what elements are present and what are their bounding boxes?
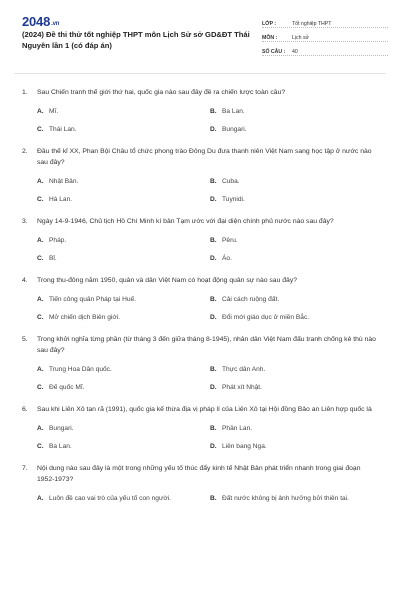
option-text: Hà Lan.	[49, 196, 73, 203]
option-letter: D.	[210, 314, 217, 321]
option-row	[37, 176, 384, 187]
question-item	[22, 216, 384, 264]
info-row-subject	[262, 30, 388, 42]
answer-option[interactable]	[210, 106, 383, 117]
question-item	[22, 334, 384, 393]
answer-options	[37, 176, 384, 205]
answer-option[interactable]	[210, 253, 383, 264]
option-text: Mở chiến dịch Biên giới.	[49, 314, 120, 321]
question-number: 6.	[22, 406, 28, 413]
answer-option[interactable]	[37, 106, 210, 117]
option-letter: D.	[210, 196, 217, 203]
answer-option[interactable]	[210, 364, 383, 375]
option-text: Bungari.	[49, 425, 74, 432]
option-text: Cuba.	[222, 178, 240, 185]
option-letter: B.	[210, 237, 217, 244]
option-row	[37, 493, 384, 504]
info-value: 40	[292, 49, 298, 55]
option-letter: D.	[210, 126, 217, 133]
option-letter: C.	[37, 126, 44, 133]
question-item	[22, 87, 384, 135]
option-text: Nhật Bản.	[49, 178, 79, 185]
option-row	[37, 124, 384, 135]
question-text: Trong khởi nghĩa từng phần (từ tháng 3 đến giữa tháng 8-1945), nhân dân Việt Nam đấu tranh chống kẻ thù nào sau đây?	[37, 336, 376, 354]
question-line	[22, 463, 384, 485]
question-item	[22, 463, 384, 504]
site-logo[interactable]	[22, 14, 59, 29]
info-value: Lịch sử	[292, 35, 310, 41]
question-text: Ngày 14-9-1946, Chủ tịch Hồ Chí Minh kí bản Tạm ước với đại diện chính phủ nước nào sau đây?	[37, 218, 334, 225]
question-item	[22, 275, 384, 323]
option-letter: D.	[210, 384, 217, 391]
answer-options	[37, 235, 384, 264]
answer-option[interactable]	[37, 441, 210, 452]
option-row	[37, 235, 384, 246]
option-row	[37, 423, 384, 434]
exam-info-box	[262, 16, 388, 58]
option-row	[37, 106, 384, 117]
info-label: LỚP :	[262, 21, 277, 27]
answer-option[interactable]	[210, 235, 383, 246]
answer-options	[37, 294, 384, 323]
answer-option[interactable]	[210, 382, 383, 393]
option-row	[37, 441, 384, 452]
answer-option[interactable]	[37, 194, 210, 205]
option-letter: A.	[37, 495, 44, 502]
option-letter: A.	[37, 108, 44, 115]
option-letter: C.	[37, 314, 44, 321]
option-text: Bungari.	[222, 126, 247, 133]
option-letter: B.	[210, 178, 217, 185]
question-number: 1.	[22, 89, 28, 96]
info-label: SỐ CÂU :	[262, 49, 286, 55]
info-row-class	[262, 16, 388, 28]
option-letter: B.	[210, 425, 217, 432]
option-text: Thái Lan.	[49, 126, 77, 133]
header-divider	[14, 73, 386, 74]
question-item	[22, 146, 384, 205]
question-number: 5.	[22, 336, 28, 343]
option-letter: C.	[37, 196, 44, 203]
option-text: Bỉ.	[49, 255, 57, 262]
option-text: Luôn đề cao vai trò của yếu tố con người.	[49, 495, 172, 502]
option-row	[37, 364, 384, 375]
question-line	[22, 334, 384, 356]
logo-suffix: .vn	[51, 21, 60, 27]
option-letter: A.	[37, 237, 44, 244]
question-text: Trong thu-đông năm 1950, quân và dân Việt Nam có hoạt động quân sự nào sau đây?	[37, 277, 297, 284]
answer-option[interactable]	[210, 176, 383, 187]
question-line	[22, 146, 384, 168]
option-letter: B.	[210, 108, 217, 115]
question-list	[22, 87, 384, 515]
option-row	[37, 312, 384, 323]
answer-option[interactable]	[210, 493, 383, 504]
option-letter: B.	[210, 366, 217, 373]
question-number: 7.	[22, 465, 28, 472]
option-text: Liên bang Nga.	[222, 443, 267, 450]
option-text: Phát xít Nhật.	[222, 384, 262, 391]
answer-option[interactable]	[37, 294, 210, 305]
question-line	[22, 216, 384, 227]
option-text: Ba Lan.	[222, 108, 245, 115]
exam-sheet	[10, 8, 390, 600]
option-text: Cải cách ruộng đất.	[222, 296, 280, 303]
option-letter: C.	[37, 384, 44, 391]
option-letter: A.	[37, 366, 44, 373]
info-row-question-count	[262, 44, 388, 56]
option-letter: A.	[37, 425, 44, 432]
option-row	[37, 194, 384, 205]
question-item	[22, 404, 384, 452]
answer-options	[37, 106, 384, 135]
answer-option[interactable]	[37, 124, 210, 135]
option-text: Đổi mới giáo dục ở miền Bắc.	[222, 314, 310, 321]
option-text: Đất nước không bị ảnh hưởng bởi thiên tai.	[222, 495, 350, 502]
option-row	[37, 382, 384, 393]
option-letter: C.	[37, 255, 44, 262]
info-value: Tốt nghiệp THPT	[292, 21, 332, 27]
option-row	[37, 253, 384, 264]
option-text: Pháp.	[49, 237, 67, 244]
option-text: Áo.	[222, 255, 232, 262]
option-letter: B.	[210, 296, 217, 303]
option-text: Phần Lan.	[222, 425, 253, 432]
question-text: Nội dung nào sau đây là một trong những yếu tố thúc đẩy kinh tế Nhật Bản phát triển nhanh trong giai đoạn 1952-1973?	[37, 465, 361, 483]
option-letter: D.	[210, 443, 217, 450]
option-text: Tiến công quân Pháp tại Huế.	[49, 296, 136, 303]
option-letter: D.	[210, 255, 217, 262]
question-number: 2.	[22, 148, 28, 155]
question-text: Sau Chiến tranh thế giới thứ hai, quốc gia nào sau đây đề ra chiến lược toàn cầu?	[37, 89, 286, 96]
answer-options	[37, 493, 384, 504]
answer-options	[37, 423, 384, 452]
answer-options	[37, 364, 384, 393]
option-row	[37, 294, 384, 305]
option-text: Pêru.	[222, 237, 238, 244]
option-letter: B.	[210, 495, 217, 502]
answer-option[interactable]	[37, 253, 210, 264]
answer-option[interactable]	[210, 194, 383, 205]
option-letter: C.	[37, 443, 44, 450]
question-line	[22, 87, 384, 98]
option-text: Tuynidi.	[222, 196, 245, 203]
info-label: MÔN :	[262, 35, 278, 41]
option-text: Ba Lan.	[49, 443, 72, 450]
answer-option[interactable]	[210, 312, 383, 323]
option-text: Trung Hoa Dân quốc.	[49, 366, 112, 373]
answer-option[interactable]	[37, 382, 210, 393]
question-line	[22, 275, 384, 286]
answer-option[interactable]	[210, 124, 383, 135]
question-text: Đầu thế kỉ XX, Phan Bội Châu tổ chức phong trào Đông Du đưa thanh niên Việt Nam sang học tập ở nước nào sau đây?	[37, 148, 372, 166]
question-number: 4.	[22, 277, 28, 284]
question-line	[22, 404, 384, 415]
option-text: Thực dân Anh.	[222, 366, 266, 373]
option-text: Đế quốc Mĩ.	[49, 384, 85, 391]
exam-header	[10, 8, 390, 64]
answer-option[interactable]	[210, 441, 383, 452]
question-number: 3.	[22, 218, 28, 225]
answer-option[interactable]	[37, 176, 210, 187]
option-text: Mĩ.	[49, 108, 59, 115]
question-text: Sau khi Liên Xô tan rã (1991), quốc gia kế thừa địa vị pháp lí của Liên Xô tại Hội đồng Bảo an Liên hợp quốc là	[37, 406, 372, 413]
option-letter: A.	[37, 296, 44, 303]
answer-option[interactable]	[210, 294, 383, 305]
answer-option[interactable]	[37, 493, 210, 504]
logo-text: 2048	[22, 14, 51, 29]
answer-option[interactable]	[37, 312, 210, 323]
answer-option[interactable]	[37, 423, 210, 434]
answer-option[interactable]	[37, 235, 210, 246]
answer-option[interactable]	[37, 364, 210, 375]
answer-option[interactable]	[210, 423, 383, 434]
exam-title: (2024) Đề thi thử tốt nghiệp THPT môn Lịch Sử sở GD&ĐT Thái Nguyên lần 1 (có đáp án)	[22, 30, 250, 50]
option-letter: A.	[37, 178, 44, 185]
